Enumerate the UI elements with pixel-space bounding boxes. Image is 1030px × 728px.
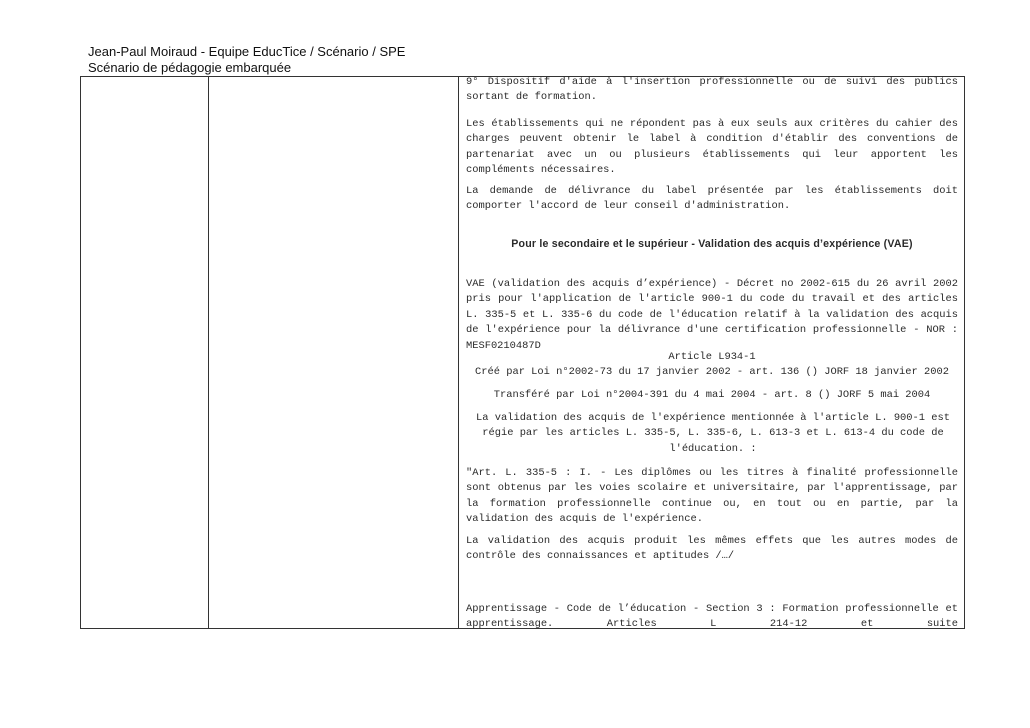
column-divider-2 <box>458 77 459 628</box>
article-title: Article L934-1 <box>668 351 756 363</box>
paragraph-demande-label: La demande de délivrance du label présentée par les établissements doit comporter l'accord de leur conseil d'administration. <box>466 185 958 213</box>
paragraph-vae-decret: VAE (validation des acquis d’expérience) - Décret no 2002-615 du 26 avril 2002 pris pour l'application de l'article 900-1 du code du travail et des articles L. 335-5 et L. 335-6 du code de l'éducation relatif à la validation des acquis de l'expérience pour la délivrance d'une certification professionnelle - NOR : MESF0210487D <box>466 278 958 352</box>
article-transferred: Transféré par Loi n°2004-391 du 4 mai 2004 - art. 8 () JORF 5 mai 2004 <box>493 389 931 401</box>
paragraph-insertion-professionnelle: 9° Dispositif d'aide à l'insertion professionnelle ou de suivi des publics sortant de formation. <box>466 76 958 104</box>
paragraph-art-l335-5: "Art. L. 335-5 : I. - Les diplômes ou les titres à finalité professionnelle sont obtenus par les voies scolaire et universitaire, par l'apprentissage, par la formation professionnelle continue ou, en tout ou en partie, par la validation des acquis de l'expérience. <box>466 467 958 526</box>
paragraph-validation-regie: La validation des acquis de l'expérience mentionnée à l'article L. 900-1 est régie par les articles L. 335-5, L. 335-6, L. 613-3 et L. 613-4 du code de l'éducation. : <box>476 412 950 455</box>
document-header-title: Jean-Paul Moiraud - Equipe EducTice / Scénario / SPE <box>88 44 406 59</box>
paragraph-apprentissage: Apprentissage - Code de l’éducation - Section 3 : Formation professionnelle et apprentissage. Articles L 214-12 et suite <box>466 603 958 631</box>
paragraph-partenariat: Les établissements qui ne répondent pas à eux seuls aux critères du cahier des charges peuvent obtenir le label à condition d'établir des conventions de partenariat avec un ou plusieurs établissements qui leur apportent les compléments nécessaires. <box>466 118 958 177</box>
scenario-table <box>80 76 965 629</box>
document-header-subtitle: Scénario de pédagogie embarquée <box>88 60 292 75</box>
section-heading-vae: Pour le secondaire et le supérieur - Validation des acquis d’expérience (VAE) <box>511 238 913 250</box>
paragraph-validation-effets: La validation des acquis produit les mêmes effets que les autres modes de contrôle des connaissances et aptitudes /…/ <box>466 535 958 563</box>
column-divider-1 <box>208 77 209 628</box>
article-created: Créé par Loi n°2002-73 du 17 janvier 2002 - art. 136 () JORF 18 janvier 2002 <box>475 366 949 378</box>
